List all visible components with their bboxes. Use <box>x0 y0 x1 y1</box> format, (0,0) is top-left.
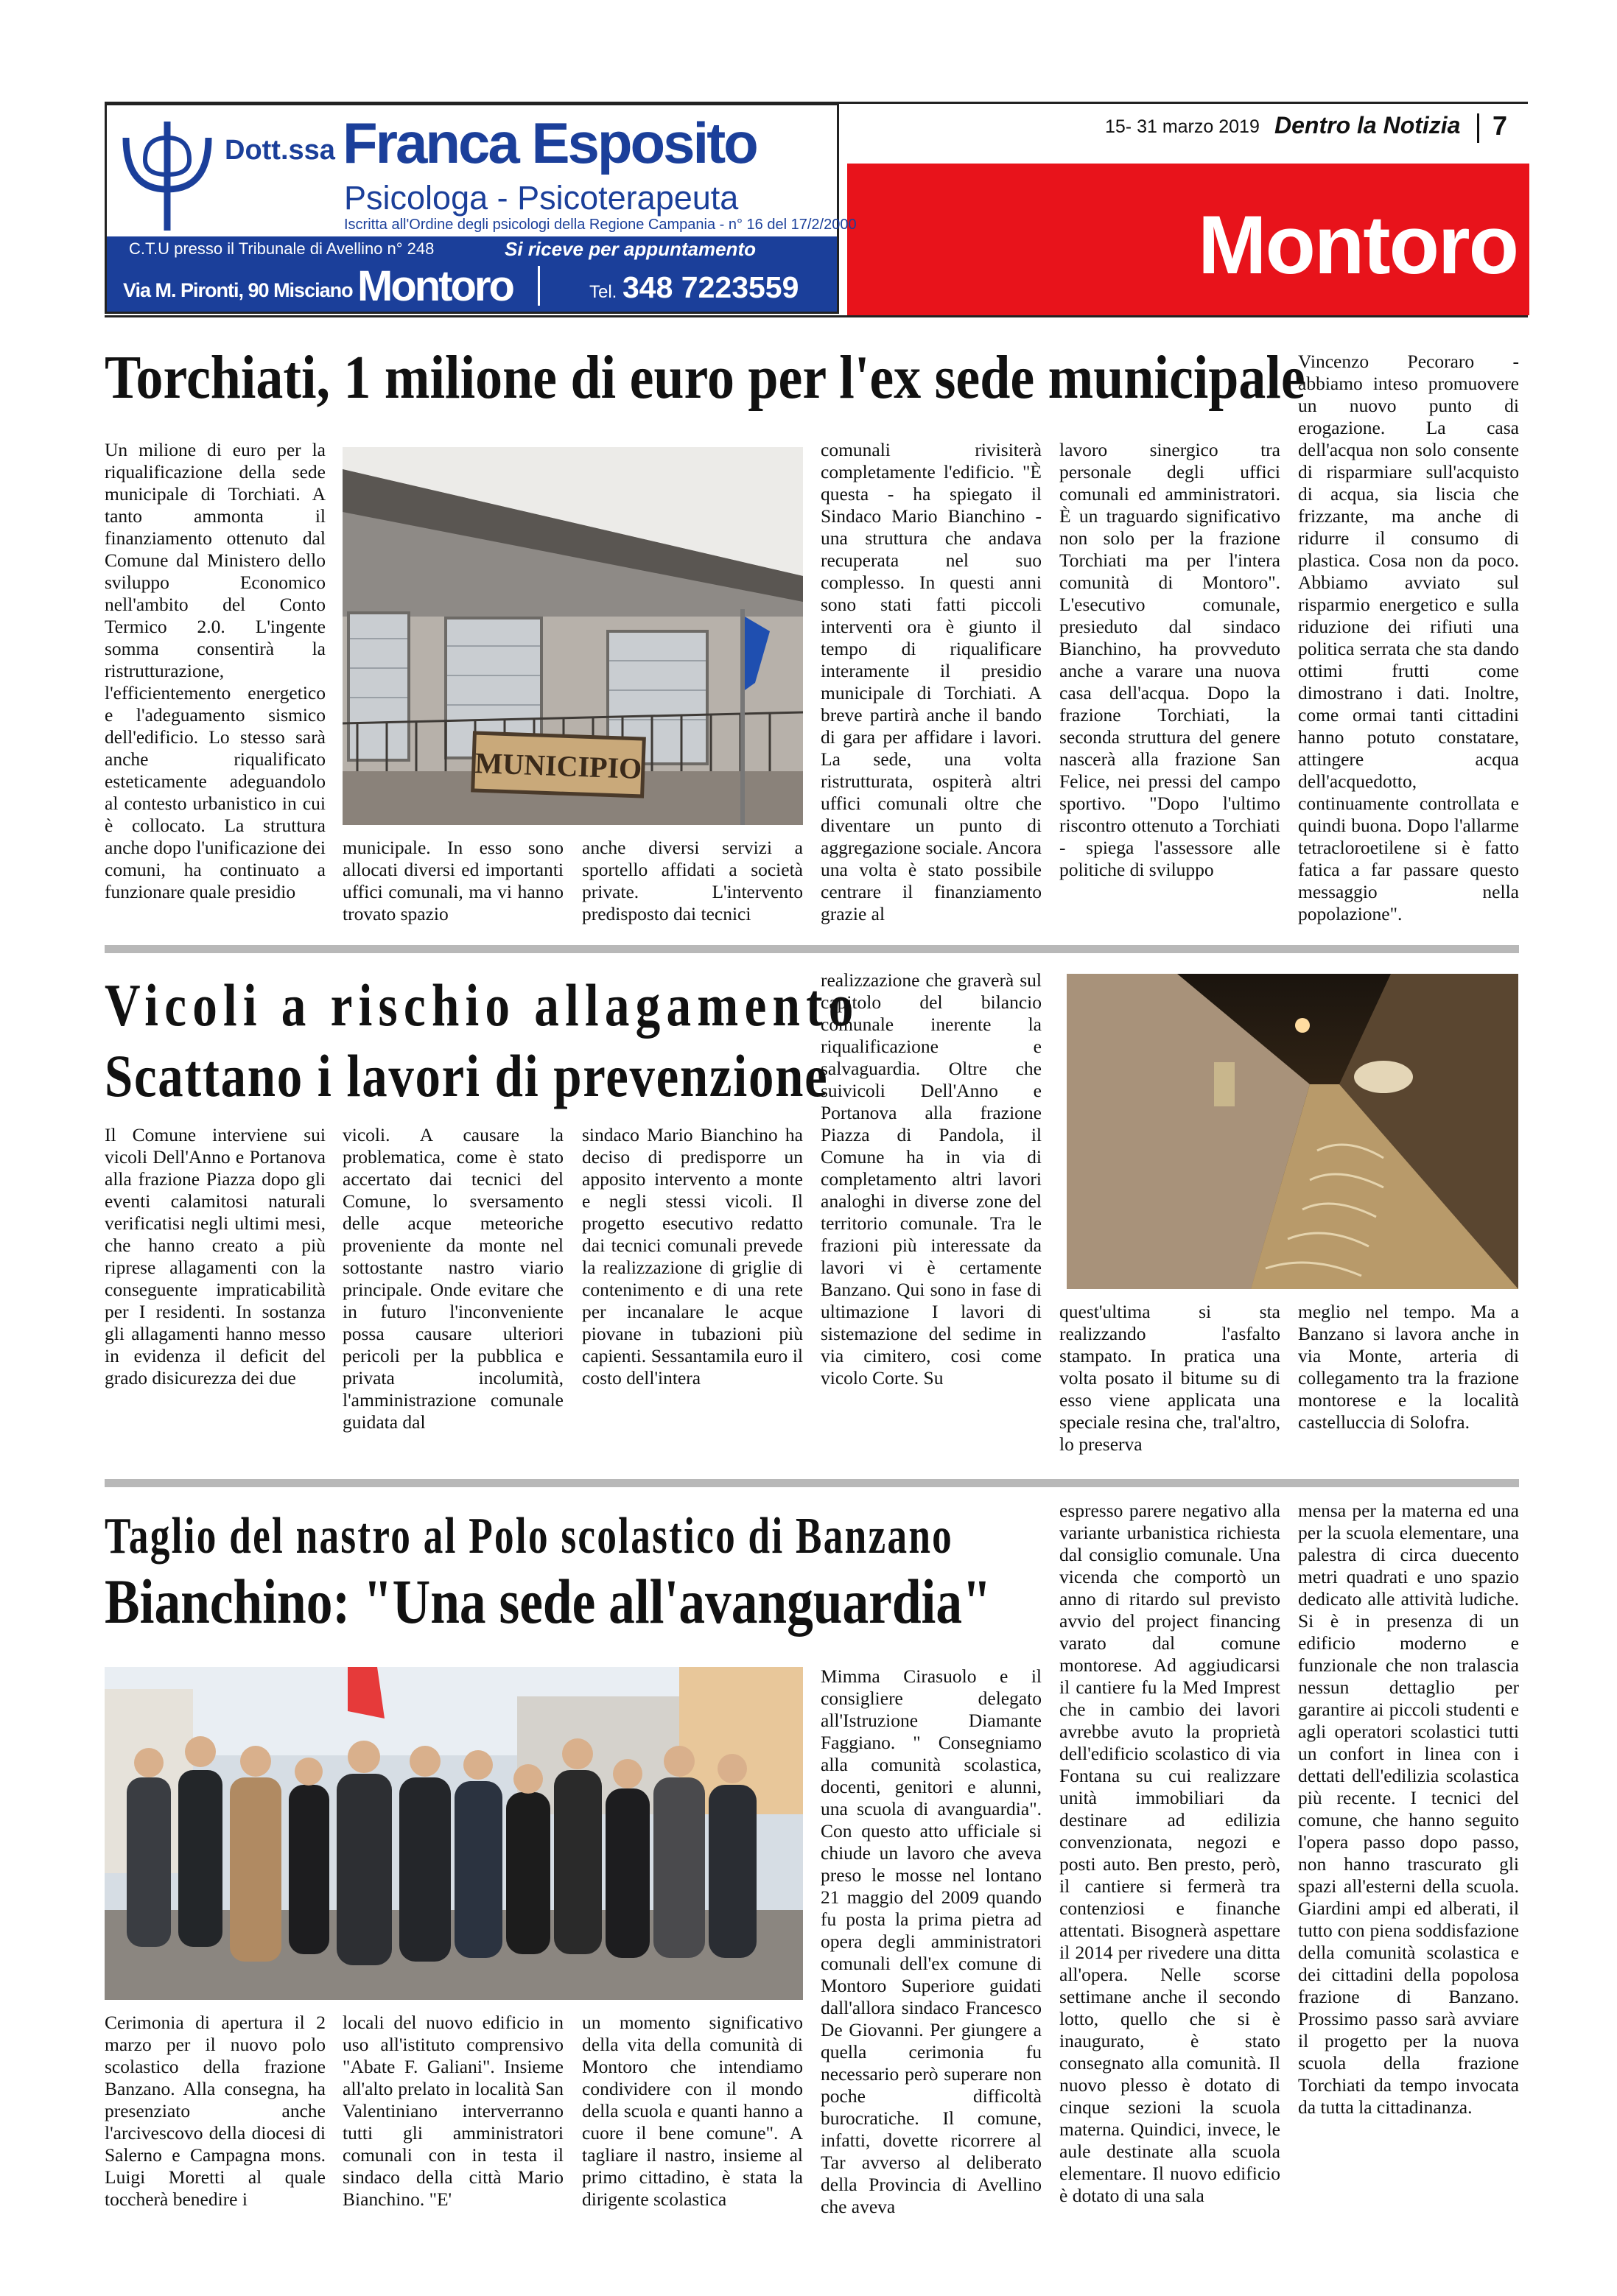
header-separator <box>1477 113 1479 143</box>
ad-ctu: C.T.U presso il Tribunale di Avellino n° 248 <box>129 239 435 258</box>
psi-logo-icon <box>116 116 219 234</box>
inauguration-photo <box>105 1667 803 2000</box>
ad-registration: Iscritta all'Ordine degli psicologi della Regione Campania - n° 16 del 17/2/2000 <box>344 217 857 233</box>
section-banner <box>847 164 1529 315</box>
article2-title-line2: Scattano i lavori di prevenzione <box>105 1042 829 1109</box>
flooded-alley-image <box>1067 974 1518 1289</box>
article1-col2: municipale. In esso sono allocati diversi ed importanti uffici comunali, ma vi hanno trovato spazio <box>343 837 564 924</box>
ad-name: Franca Esposito <box>343 110 757 175</box>
article1-col5: lavoro sinergico tra personale degli uffici comunali ed amministratori. È un traguardo significativo non solo per la frazione Torchiati ma per l'intera comunità di Montoro". L'esecutivo comunale, presieduto dal sindaco Bianchino, ha provveduto anche a varare una nuova casa dell'acqua. Dopo la frazione Torchiati, la seconda struttura del genere nascerà alla frazione San Felice, nei pressi del campo sportivo. "Dopo l'ultimo riscontro ottenuto a Torchiati - spiega l'assessore alle politiche di sviluppo <box>1059 439 1280 880</box>
article2-col2: vicoli. A causare la problematica, come è stato accertato dai tecnici del Comune, lo sversamento delle acque meteoriche proveniente da monte nel sottostante nastro viario principale. Onde evitare che in futuro l'inconveniente possa causare ulteriori pericoli per la pubblica e privata incolumità, l'amministrazione comunale guidata dal <box>343 1124 564 1433</box>
article3-title-line1: Taglio del nastro al Polo scolastico di Banzano <box>105 1508 954 1565</box>
article3-col3: un momento significativo della vita della comunità di Montoro che intendiamo condividere con il mondo della scuola e quanti hanno a cuore il bene comune". A tagliare il nastro, insieme al primo cittadino, è stata la dirigente scolastica <box>582 2012 803 2210</box>
inauguration-group-image <box>105 1667 803 2000</box>
article3-col2: locali del nuovo edificio in uso all'istituto comprensivo "Abate F. Galiani". Insieme all'alto prelato in località San Valentiniano interverranno tutti gli amministratori comunali con in testa il sindaco della città Mario Bianchino. "E' <box>343 2012 564 2210</box>
ad-contact-bar <box>107 236 837 312</box>
article1-col4: comunali rivisiterà completamente l'edificio. "È questa - ha spiegato il Sindaco Mario Bianchino - una struttura che andava recuperata nel suo complesso. In questi anni sono stati fatti piccoli interventi ora è giunto il tempo di riqualificare interamente il presidio municipale di Torchiati. A breve partirà anche il bando di gara per affidare i lavori. La sede, una volta ristrutturata, ospiterà altri uffici comunali oltre che diventare un punto di aggregazione sociale. Ancora una volta è stato possibile centrare il finanziamento grazie al <box>821 439 1042 924</box>
section-divider-2 <box>105 1479 1519 1487</box>
municipio-photo <box>343 447 803 825</box>
article1-col3: anche diversi servizi a sportello affidati a società private. L'intervento predisposto dai tecnici <box>582 837 803 924</box>
article3-col6: mensa per la materna ed una per la scuola elementare, una palestra di circa duecento metri quadrati e uno spazio dedicato alle attività ludiche. Si è in presenza di un edificio moderno e funzionale che non tralascia nessun dettaglio per garantire ai piccoli studenti e agli operatori scolastici tutti un confort in linea con i dettati dell'edilizia scolastica più recente. I tecnici del comune, che hanno seguito l'opera passo dopo passo, non hanno trascurato gli spazi all'esterni della scuola. Giardini ampi ed alberati, il tutto con piena soddisfazione della comunità scolastica e dei cittadini della popolosa frazione di Banzano. Prossimo passo sarà avviare il progetto per la nuova scuola della frazione Torchiati da tempo invocata da tutta la cittadinanza. <box>1298 1500 1519 2118</box>
article2-col1: Il Comune interviene sui vicoli Dell'Anno e Portanova alla frazione Piazza dopo gli eventi calamitosi naturali verificatisi negli ultimi mesi, che hanno creato a più riprese allagamenti con la conseguente impraticabilità per I residenti. In sostanza gli allagamenti hanno messo in evidenza il deficit del grado disicurezza dei due <box>105 1124 326 1389</box>
section-divider-1 <box>105 945 1519 953</box>
municipio-building-image <box>343 447 803 825</box>
header-bottom-rule <box>105 315 1528 317</box>
ad-tel-label: Tel. <box>589 282 617 302</box>
article1-col6: Vincenzo Pecoraro - abbiamo inteso promuovere un nuovo punto di erogazione. La casa dell'acqua non solo consente di risparmiare sull'acquisto di acqua, sia liscia che frizzante, ma anche di ridurre il consumo di plastica. Cosa non da poco. Abbiamo avviato sul risparmio energetico e sulla riduzione dei rifiuti una politica serrata che sta dando ottimi frutti come dimostrano i dati. Inoltre, come ormai tanti cittadini hanno potuto constatare, attingere acqua dell'acquedotto, continuamente controllata e quindi buona. Dopo l'allarme tetracloroetilene si è fatto fatica a far passare questo messaggio nella popolazione". <box>1298 351 1519 924</box>
article3-col5: espresso parere negativo alla variante urbanistica richiesta dal consiglio comunale. Una vicenda che comportò un anno di ritardo sul previsto avvio del project financing varato dal comune montorese. Ad aggiudicarsi il cantiere fu la Med Imprest che in cambio dei lavori avrebbe avuto la proprietà dell'edificio scolastico di via Fontana su cui realizzare unità immobiliari da destinare ad edilizia convenzionata, negozi e posti auto. Ben presto, però, il cantiere si fermerà tra contenziosi e finanche attentati. Bisognerà aspettare il 2014 per rivedere una ditta all'opera. Nelle scorse settimane anche il secondo lotto, quello che si è inaugurato, è stato consegnato alla comunità. Il nuovo plesso è dotato di cinque sezioni la scuola materna. Quindici, invece, le aule destinate alla scuola elementare. Il nuovo edificio è dotato di una sala <box>1059 1500 1280 2206</box>
article2-col4: realizzazione che graverà sul capitolo del bilancio comunale inerente la riqualificazione e salvaguardia. Oltre che suivicoli Dell'Anno e Portanova alla frazione Piazza di Pandola, il Comune ha in via di completamento altri lavori analoghi in diverse zone del territorio comunale. Tra le frazioni più interessate da lavori vi è certamente Banzano. Qui sono in fase di ultimazione I lavori di sistemazione del sedime in via cimitero, cosi come vicolo Corte. Su <box>821 969 1042 1389</box>
psychologist-ad <box>105 103 857 314</box>
article2-col6: meglio nel tempo. Ma a Banzano si lavora anche in via Monte, arteria di collegamento tra la frazione montorese e la località castelluccia di Solofra. <box>1298 1301 1519 1433</box>
issue-date: 15- 31 marzo 2019 <box>1105 116 1260 137</box>
article1-col1: Un milione di euro per la riqualificazione della sede municipale di Torchiati. A tanto ammonta il finanziamento ottenuto dal Comune dal Ministero dello sviluppo Economico nell'ambito del Conto Termico 2.0. L'ingente somma consentirà la ristrutturazione, l'efficientemento energetico e l'adeguamento sismico dell'edificio. Lo stesso sarà anche riqualificato esteticamente adeguandolo al contesto urbanistico in cui è collocato. La struttura anche dopo l'unificazione dei comuni, ha continuato a funzionare quale presidio <box>105 439 326 902</box>
ad-address: Via M. Pironti, 90 Misciano <box>123 279 353 301</box>
flooded-alley-photo <box>1067 974 1518 1289</box>
publication-name: Dentro la Notizia <box>1274 112 1461 138</box>
ad-appointment: Si riceve per appuntamento <box>505 238 756 260</box>
ad-town: Montoro <box>357 262 513 310</box>
article2-title-line1: Vicoli a rischio allagamento <box>105 972 860 1039</box>
section-title: Montoro <box>1198 199 1518 291</box>
article3-title-line2: Bianchino: "Una sede all'avanguardia" <box>105 1566 992 1637</box>
article2-col3: sindaco Mario Bianchino ha deciso di predisporre un apposito intervento a monte e negli stessi vicoli. Il progetto esecutivo redatto dai tecnici comunali prevede la realizzazione di griglie di contenimento e di una rete per incanalare le acque piovane in tubazioni più capienti. Sessantamila euro il costo dell'intera <box>582 1124 803 1389</box>
municipio-sign: MUNICIPIO <box>474 746 642 785</box>
article3-col4: Mimma Cirasuolo e il consigliere delegato all'Istruzione Diamante Faggiano. " Consegniamo alla comunità scolastica, docenti, genitori e alunni, una scuola di avanguardia". Con questo atto ufficiale si chiude un lavoro che aveva preso le mosse nel lontano 21 maggio del 2009 quando fu posta la prima pietra ad opera degli amministratori comunali dell'ex comune di Montoro Superiore guidati dall'allora sindaco Francesco De Giovanni. Per giungere a quella cerimonia fu necessario però superare non poche difficoltà burocratiche. Il comune, infatti, dovette ricorrere al Tar avverso al deliberato della Provincia di Avellino che aveva <box>821 1665 1042 2217</box>
page-number: 7 <box>1493 110 1508 141</box>
ad-phone: 348 7223559 <box>622 270 799 304</box>
article2-col5: quest'ultima si sta realizzando l'asfalto stampato. In pratica una volta posato il bitume su di esso viene applicata una speciale resina che, tral'altro, lo preserva <box>1059 1301 1280 1455</box>
article3-col1: Cerimonia di apertura il 2 marzo per il nuovo polo scolastico della frazione Banzano. Alla consegna, ha presenziato anche l'arcivescovo della diocesi di Salerno e Campagna mons. Luigi Moretti al quale toccherà benedire i <box>105 2012 326 2210</box>
ad-divider <box>538 266 540 306</box>
article1-title: Torchiati, 1 milione di euro per l'ex sede municipale <box>105 343 1305 412</box>
ad-title-dott: Dott.ssa <box>225 135 335 166</box>
ad-role: Psicologa - Psicoterapeuta <box>344 179 739 217</box>
